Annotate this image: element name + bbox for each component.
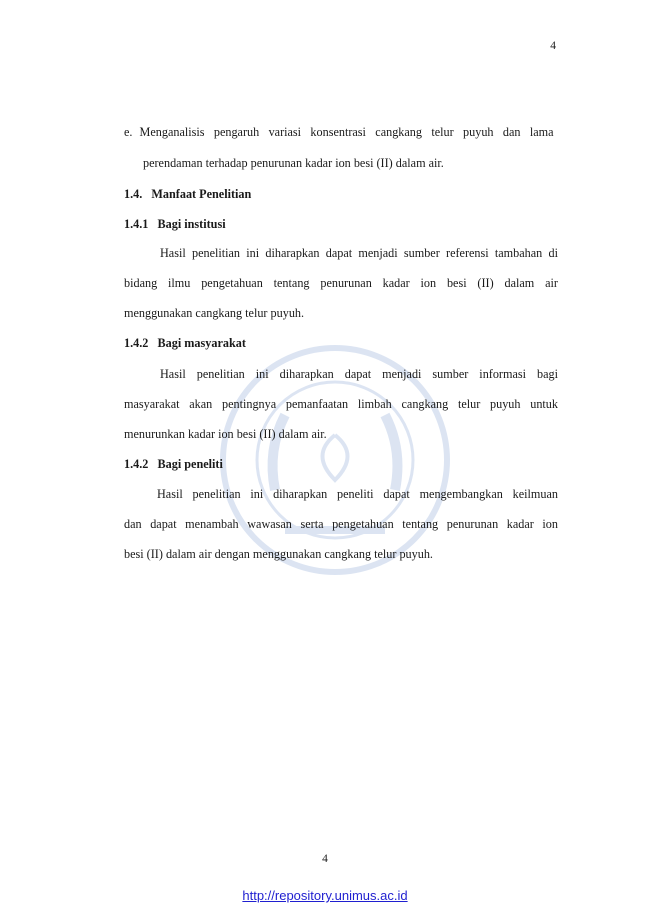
section-number: 1.4. xyxy=(124,187,143,201)
list-item-line: perendaman terhadap penurunan kadar ion besi (II) dalam air. xyxy=(143,156,444,170)
paragraph-line: menggunakan cangkang telur puyuh. xyxy=(124,306,305,320)
section-number: 1.4.2 xyxy=(124,336,149,350)
section-heading-1-4-1 xyxy=(124,216,558,232)
paragraph-line: dan dapat menambah wawasan serta pengetahuan tentang penurunan kadar ion xyxy=(124,517,558,531)
paragraph-line: Hasil penelitian ini diharapkan dapat menjadi sumber referensi tambahan di xyxy=(160,246,558,260)
section-number: 1.4.2 xyxy=(124,457,149,471)
section-title: Bagi institusi xyxy=(157,217,226,231)
paragraph-line: Hasil penelitian ini diharapkan dapat menjadi sumber informasi bagi xyxy=(160,367,558,381)
list-item-line: Menganalisis pengaruh variasi konsentrasi cangkang telur puyuh dan lama xyxy=(139,125,554,139)
list-marker: e. xyxy=(124,125,133,139)
page-number-bottom: 4 xyxy=(322,853,328,865)
section-title: Bagi peneliti xyxy=(157,457,223,471)
paragraph-line: menurunkan kadar ion besi (II) dalam air. xyxy=(124,427,327,441)
paragraph-line: masyarakat akan pentingnya pemanfaatan limbah cangkang telur puyuh untuk xyxy=(124,397,558,411)
section-title: Manfaat Penelitian xyxy=(151,187,252,201)
section-title: Bagi masyarakat xyxy=(157,336,246,350)
paragraph-line: Hasil penelitian ini diharapkan peneliti dapat mengembangkan keilmuan xyxy=(157,487,558,501)
repository-link[interactable]: http://repository.unimus.ac.id xyxy=(242,888,408,903)
paragraph-line: bidang ilmu pengetahuan tentang penurunan kadar ion besi (II) dalam air xyxy=(124,276,558,290)
list-item-e xyxy=(124,124,558,140)
section-number: 1.4.1 xyxy=(124,217,149,231)
section-heading-1-4-2-peneliti xyxy=(124,456,558,472)
section-heading-1-4-2-masyarakat xyxy=(124,335,558,351)
section-heading-1-4 xyxy=(124,186,558,202)
page-number-top: 4 xyxy=(550,40,556,52)
paragraph-line: besi (II) dalam air dengan menggunakan cangkang telur puyuh. xyxy=(124,547,433,561)
